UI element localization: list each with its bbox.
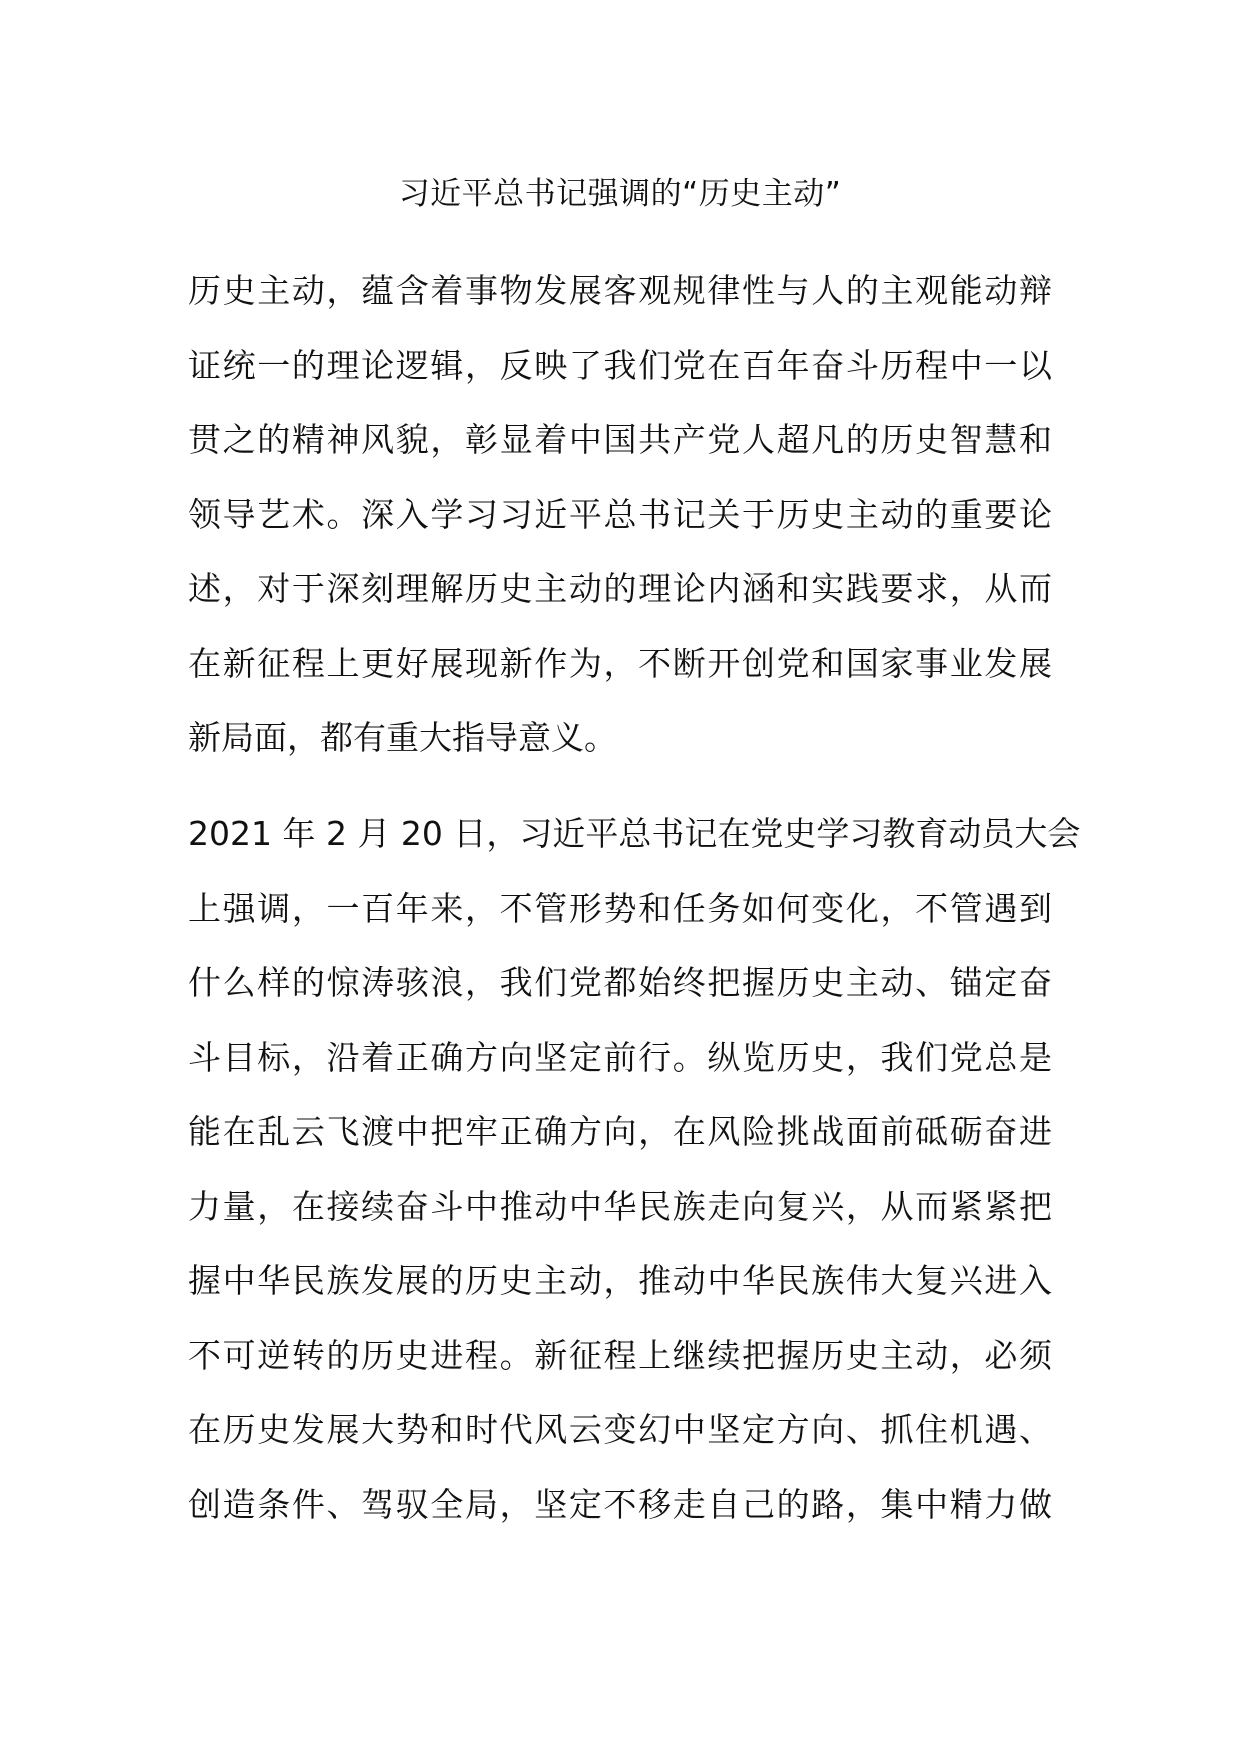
text-line: 证统一的理论逻辑，反映了我们党在百年奋斗历程中一以 bbox=[188, 345, 1052, 385]
text-line: 贯之的精神风貌，彰显着中国共产党人超凡的历史智慧和 bbox=[188, 420, 1052, 459]
text-line: 能在乱云飞渡中把牢正确方向，在风险挑战面前砥砺奋进 bbox=[188, 1112, 1052, 1151]
text-line: 不可逆转的历史进程。新征程上继续把握历史主动，必须 bbox=[188, 1335, 1052, 1375]
text-line: 新局面，都有重大指导意义。 bbox=[188, 718, 617, 757]
text-line: 创造条件、驾驭全局，坚定不移走自己的路，集中精力做 bbox=[188, 1484, 1052, 1524]
text-line: 历史主动，蕴含着事物发展客观规律性与人的主观能动辩 bbox=[188, 271, 1052, 310]
text-line: 斗目标，沿着正确方向坚定前行。纵览历史，我们党总是 bbox=[188, 1037, 1052, 1077]
text-line: 握中华民族发展的历史主动，推动中华民族伟大复兴进入 bbox=[188, 1261, 1052, 1300]
text-line: 上强调，一百年来，不管形势和任务如何变化，不管遇到 bbox=[188, 888, 1052, 928]
paragraph-1 bbox=[188, 265, 1052, 787]
text-line: 述，对于深刻理解历史主动的理论内涵和实践要求，从而 bbox=[188, 569, 1052, 608]
text-line: 领导艺术。深入学习习近平总书记关于历史主动的重要论 bbox=[188, 494, 1052, 534]
text-line: 在历史发展大势和时代风云变幻中坚定方向、抓住机遇、 bbox=[188, 1410, 1052, 1449]
text-line: 在新征程上更好展现新作为，不断开创党和国家事业发展 bbox=[188, 643, 1052, 683]
text-line: 力量，在接续奋斗中推动中华民族走向复兴，从而紧紧把 bbox=[188, 1186, 1052, 1226]
text-line: 2021 年 2 月 20 日，习近平总书记在党史学习教育动员大会 bbox=[188, 814, 1081, 853]
text-line: 什么样的惊涛骇浪，我们党都始终把握历史主动、锚定奋 bbox=[188, 963, 1052, 1002]
document-title: 习近平总书记强调的“历史主动” bbox=[398, 176, 842, 212]
paragraph-2 bbox=[188, 808, 1081, 1553]
